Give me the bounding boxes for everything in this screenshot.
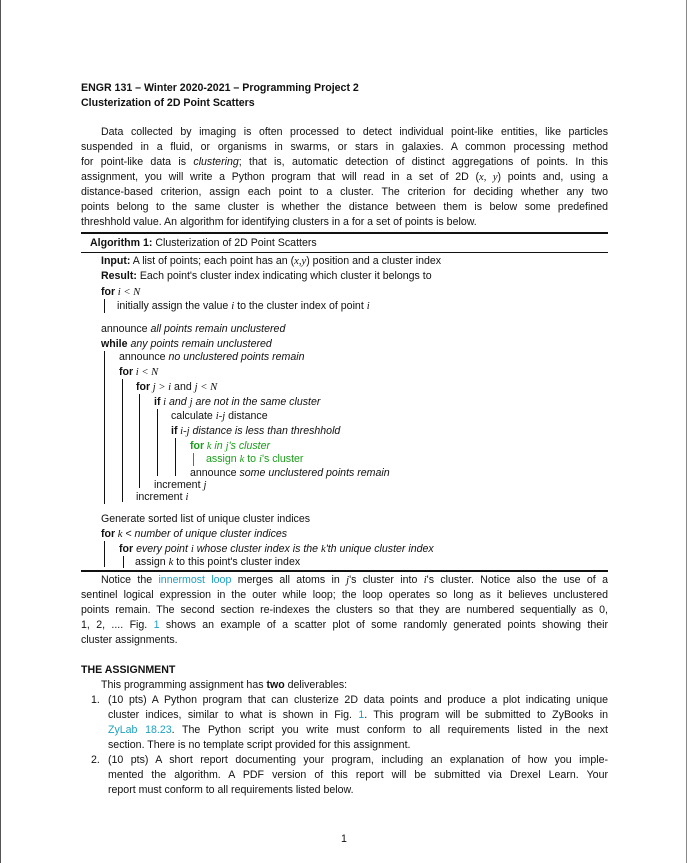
emphasis: two <box>266 679 285 691</box>
keyword: for <box>101 286 116 298</box>
math: i <box>185 492 189 503</box>
keyword: for <box>119 543 134 555</box>
algo-while-line <box>101 337 272 351</box>
deliverable-line: section. There is no template script provided for this assignment. <box>108 739 411 751</box>
text-run: 1, 2, .... Fig. <box>81 619 154 631</box>
notice-line: points remain. The second section re-indexes the clusters so that they are numbered sequentially as 0, <box>81 604 608 616</box>
math: i < N <box>115 287 141 298</box>
emphasis: 'th unique cluster index <box>325 543 434 555</box>
for-j-block-bar <box>139 394 140 488</box>
algo-calc-line <box>171 409 268 424</box>
text-run: . The Python script you write must conform to all requirements listed in the next <box>171 724 608 736</box>
intro-line <box>81 155 608 169</box>
emphasis: clustering <box>193 156 239 168</box>
keyword: Input: <box>101 255 131 267</box>
text-run: to <box>244 453 260 465</box>
text-run: This programming assignment has <box>101 679 267 691</box>
list-number: 1. <box>91 694 100 706</box>
math: j > i <box>150 382 172 393</box>
algo-assign-line <box>135 555 300 570</box>
document-subtitle: Clusterization of 2D Point Scatters <box>81 97 255 109</box>
text-run: ; that is, automatic detection of distinct aggregations of points. In this <box>238 156 609 168</box>
notice-line: sentinel logical expression in the outer while loop; the loop operates so long as it believes unclustered <box>81 589 608 601</box>
keyword: if <box>171 425 178 437</box>
text-run: increment <box>136 491 186 503</box>
math: j <box>203 480 207 491</box>
notice-line <box>81 618 608 632</box>
algo-body-line <box>117 299 370 314</box>
math: i <box>160 397 167 408</box>
algo-announce-line <box>119 350 305 364</box>
text-run: ) position and a cluster index <box>306 255 442 267</box>
intro-line: points belong to the same cluster is whether the distance between them is below some predefined <box>81 201 608 213</box>
notice-line: cluster assignments. <box>81 634 178 646</box>
algorithm-top-rule <box>81 232 608 234</box>
text-run: to this point's cluster index <box>173 556 301 568</box>
text-run: shows an example of a scatter plot of some randomly generated points showing their <box>159 619 608 631</box>
text-run: 's cluster <box>261 453 304 465</box>
text-run: assignment, you will write a Python program that will read in a set of 2D ( <box>81 171 480 183</box>
text-run: merges all atoms in <box>231 574 347 586</box>
deliverable-line: (10 pts) A short report documenting your program, including an explanation of how you imple- <box>108 754 608 766</box>
algo-for-line <box>101 285 140 300</box>
keyword: for <box>101 528 116 540</box>
keyword: for <box>119 366 134 378</box>
algorithm-bottom-rule <box>81 570 608 572</box>
algorithm-title-rule <box>81 252 608 253</box>
reindex-block-bar <box>104 541 105 567</box>
algo-announce-line <box>101 322 285 336</box>
text-run: initially assign the value <box>117 300 232 312</box>
intro-line: distance-based criterion, assign each point to a cluster. The criterion for deciding whether any two <box>81 186 608 198</box>
for-i-block-bar <box>122 379 123 502</box>
math: i <box>190 544 194 555</box>
text-run: increment <box>154 479 204 491</box>
text-run: announce <box>119 351 169 363</box>
emphasis: whose cluster index is the <box>193 543 321 555</box>
intro-line: suspended in a fluid, or organisms in swarms, or stars in galaxies. A common processing method <box>81 141 608 153</box>
section-heading: THE ASSIGNMENT <box>81 664 176 676</box>
text-run: calculate <box>171 410 216 422</box>
keyword: while <box>101 338 128 350</box>
text-run: Notice the <box>101 574 159 586</box>
math: i-j <box>177 426 190 437</box>
page-number: 1 <box>341 833 347 845</box>
text-run: assign <box>135 556 169 568</box>
text-run: distance <box>225 410 268 422</box>
math: i-j <box>215 411 226 422</box>
math: i <box>366 301 370 312</box>
text-run: Each point's cluster index indicating which cluster it belongs to <box>136 270 432 282</box>
math: j <box>189 397 193 408</box>
text-run: to the cluster index of point <box>234 300 367 312</box>
algo-for-line <box>101 527 287 542</box>
while-block-bar <box>104 351 105 504</box>
algorithm-title <box>90 236 317 250</box>
course-title: ENGR 131 – Winter 2020-2021 – Programming Project 2 <box>81 82 359 94</box>
emphasis: 's cluster <box>228 440 271 452</box>
figure-1-link[interactable]: 1 <box>153 619 160 631</box>
algo-innermost-assign <box>206 452 303 467</box>
math: k <box>115 529 123 540</box>
innermost-loop-link[interactable]: innermost loop <box>158 574 232 586</box>
emphasis: every point <box>133 543 191 555</box>
text-run: 's cluster into <box>349 574 424 586</box>
text-run: . This program will be submitted to ZyBooks in <box>364 709 608 721</box>
text-run: deliverables: <box>284 679 348 691</box>
math: i <box>423 575 427 586</box>
math: j <box>194 382 198 393</box>
zylab-link[interactable]: ZyLab 18.23 <box>108 724 172 736</box>
emphasis: distance is less than threshhold <box>189 425 341 437</box>
emphasis: no unclustered points remain <box>168 351 305 363</box>
text-run: and <box>171 381 195 393</box>
emphasis: < number of unique cluster indices <box>122 528 288 540</box>
math: k <box>239 454 245 465</box>
math: i <box>259 454 262 465</box>
keyword: if <box>154 396 161 408</box>
algorithm-label: Algorithm 1: <box>90 237 153 249</box>
deliverable-line <box>108 723 608 737</box>
emphasis: in <box>211 440 226 452</box>
math: k <box>204 441 212 452</box>
math: x,y <box>294 256 307 267</box>
deliverable-line <box>108 708 608 722</box>
math: k <box>168 557 174 568</box>
text-run: cluster indices, similar to what is shown in Fig. <box>108 709 359 721</box>
text-run: assign <box>206 453 240 465</box>
intro-line: threshhold value. An algorithm for identifying clusters in a for a set of points is below. <box>81 216 477 228</box>
algo-if-line <box>171 424 340 439</box>
innermost-block-bar <box>193 453 194 466</box>
algo-announce-line <box>190 466 390 480</box>
keyword: for <box>136 381 151 393</box>
text-run: 's cluster. Notice also the use of a <box>426 574 608 586</box>
assignment-intro <box>101 678 347 692</box>
deliverable-line: (10 pts) A Python program that can clusterize 2D data points and produce a plot indicating unique <box>108 694 608 706</box>
math: j <box>346 575 350 586</box>
figure-1-link[interactable]: 1 <box>358 709 365 721</box>
text-run: announce <box>101 323 151 335</box>
algo-generate-line: Generate sorted list of unique cluster indices <box>101 513 311 525</box>
algorithm-name: Clusterization of 2D Point Scatters <box>152 237 317 249</box>
algo-input <box>101 254 441 269</box>
keyword: Result: <box>101 270 137 282</box>
if-block-bar <box>157 409 158 476</box>
intro-line: Data collected by imaging is often processed to detect individual point-like entities, like particles <box>101 126 608 138</box>
emphasis: all points remain unclustered <box>150 323 286 335</box>
emphasis: and <box>166 396 190 408</box>
text-run: ) points and, using a <box>497 171 609 183</box>
intro-line <box>81 170 608 185</box>
algo-for-line <box>136 380 217 395</box>
keyword: for <box>190 440 205 452</box>
block-bar <box>104 299 105 313</box>
math: k <box>320 544 326 555</box>
text-run: A list of points; each point has an ( <box>130 255 295 267</box>
text-run: announce <box>190 467 240 479</box>
math: x, y <box>479 172 498 183</box>
emphasis: are not in the same cluster <box>192 396 321 408</box>
math: < N <box>138 367 159 378</box>
math: < N <box>197 382 218 393</box>
math: j <box>225 441 229 452</box>
page-border-left <box>0 0 1 863</box>
notice-line <box>101 573 608 588</box>
deliverable-line: report must conform to all requirements listed below. <box>108 784 354 796</box>
reindex-inner-bar <box>123 556 124 568</box>
list-number: 2. <box>91 754 100 766</box>
algo-for-line <box>119 365 158 380</box>
algo-if-line <box>154 395 320 410</box>
math: i <box>231 301 235 312</box>
deliverable-line: mented the algorithm. A PDF version of this report will be submitted via Drexel Learn. Your <box>108 769 608 781</box>
algo-result <box>101 269 432 283</box>
emphasis: some unclustered points remain <box>239 467 390 479</box>
if-distance-block-bar <box>175 438 176 476</box>
text-run: for point-like data is <box>81 156 194 168</box>
algo-increment-i <box>136 490 188 505</box>
emphasis: any points remain unclustered <box>127 338 272 350</box>
math: i <box>133 367 139 378</box>
